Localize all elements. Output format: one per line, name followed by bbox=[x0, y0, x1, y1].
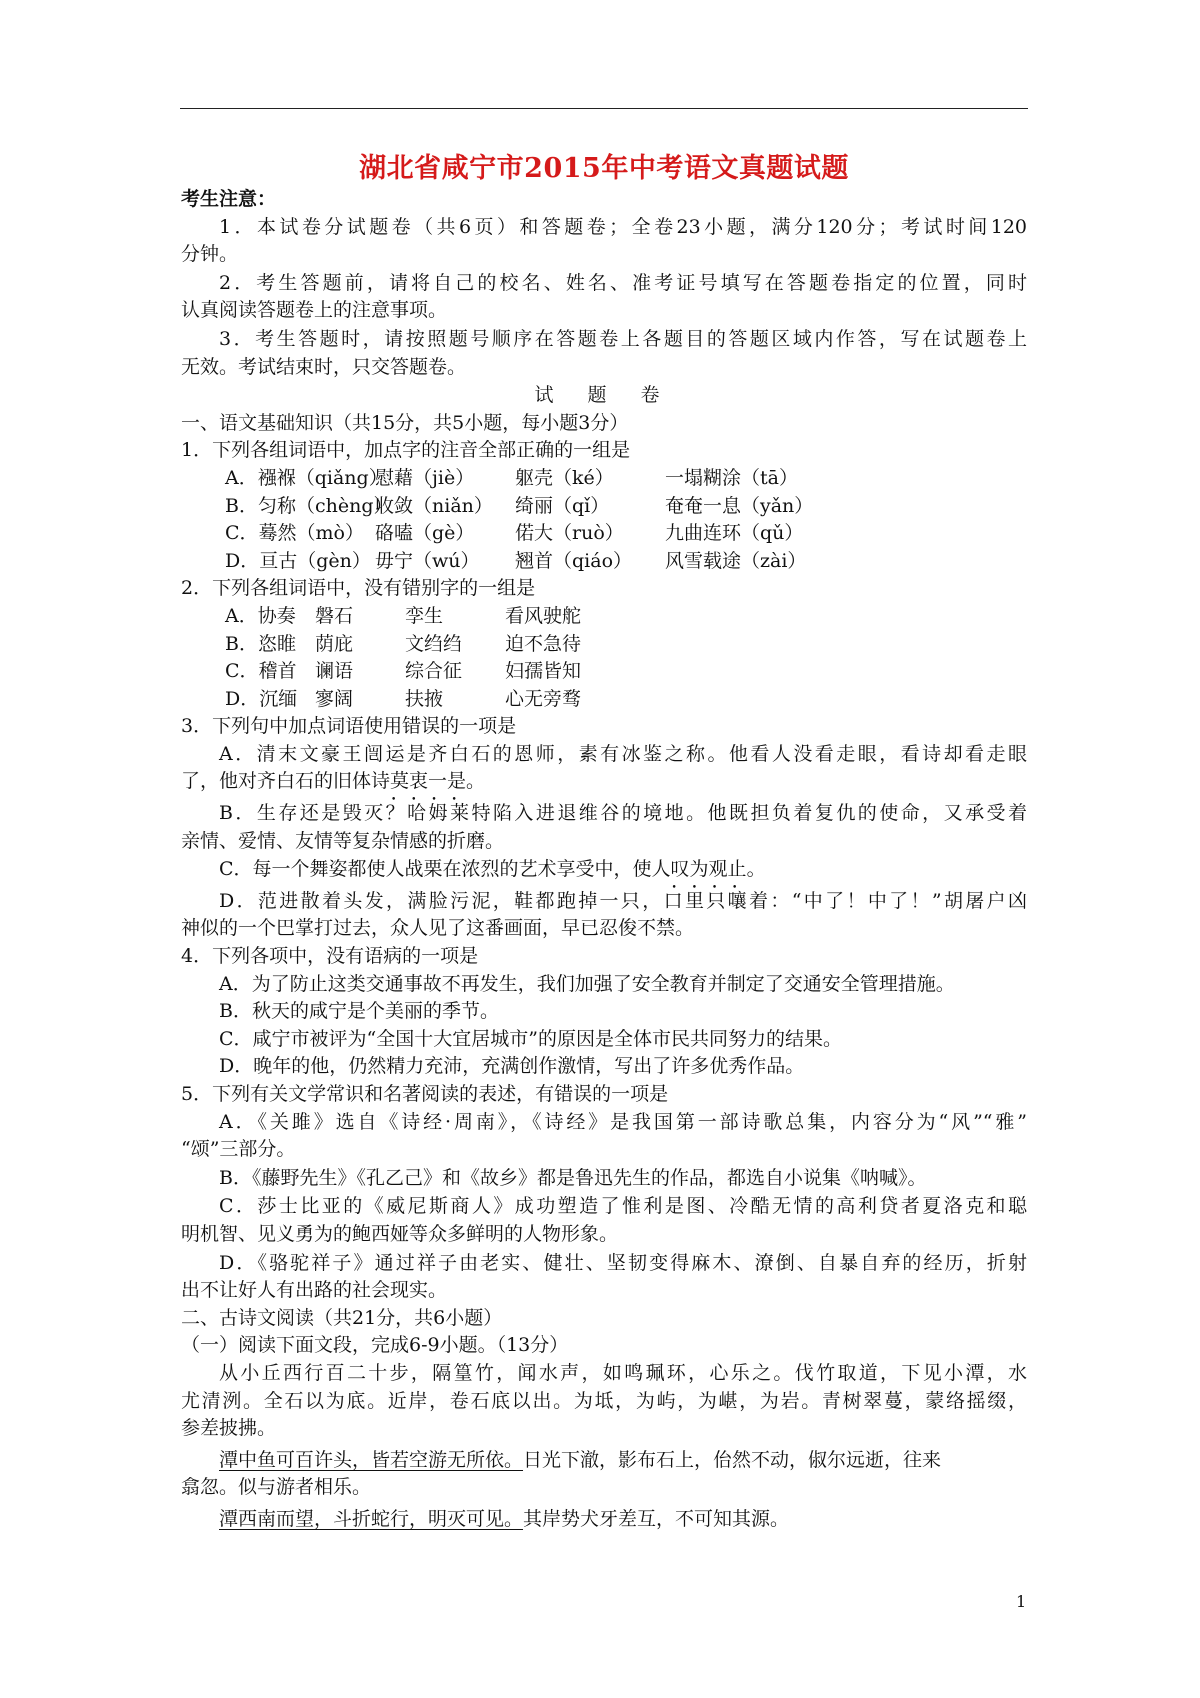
q5-option-a-line2: “颂”三部分。 bbox=[181, 1138, 296, 1161]
page-title: 湖北省咸宁市2015年中考语文真题试题 bbox=[359, 153, 849, 184]
q1-b-2: 收敛（niǎn） bbox=[375, 494, 493, 517]
passage-p3-rest: 其岸势犬牙差互，不可知其源。 bbox=[523, 1507, 790, 1530]
q1-a-3: 躯壳（ké） bbox=[515, 466, 614, 489]
q2-d-4: 心无旁骛 bbox=[505, 687, 582, 710]
q2-d-1: D．沉缅 bbox=[225, 687, 298, 710]
q2-b-4: 迫不急待 bbox=[505, 632, 582, 655]
q2-a-1: A．协奏 bbox=[225, 604, 296, 627]
passage-p1-line3: 参差披拂。 bbox=[181, 1417, 277, 1440]
header-rule bbox=[180, 108, 1028, 109]
q2-a-3: 孪生 bbox=[405, 604, 444, 627]
notice-item-1-line2: 分钟。 bbox=[181, 243, 239, 266]
passage-p1-line1: 从小丘西行百二十步，隔篁竹，闻水声，如鸣珮环，心乐之。伐竹取道，下见小潭，水 bbox=[219, 1361, 1027, 1384]
q5-option-b: B．《藤野先生》《孔乙己》和《故乡》都是鲁迅先生的作品，都选自小说集《呐喊》。 bbox=[219, 1166, 927, 1189]
q3-option-b-line2: 亲情、爱情、友情等复杂情感的折磨。 bbox=[181, 829, 505, 852]
q1-d-2: 毋宁（wú） bbox=[375, 549, 480, 572]
q4-option-d: D．晚年的他，仍然精力充沛，充满创作激情，写出了许多优秀作品。 bbox=[219, 1055, 805, 1078]
q3-option-d-line1: D．范进散着头发，满脸污泥，鞋都跑掉一只，口里只嚷着：“中了！中了！”胡屠户凶 bbox=[219, 889, 1027, 912]
section2-sub1: （一）阅读下面文段，完成6-9小题。（13分） bbox=[181, 1334, 569, 1357]
q1-b-1: B．匀称（chèng） bbox=[225, 494, 393, 517]
section2-heading: 二、古诗文阅读（共21分，共6小题） bbox=[181, 1306, 503, 1329]
q5-stem: 5．下列有关文学常识和名著阅读的表述，有错误的一项是 bbox=[181, 1083, 669, 1105]
page-number: 1 bbox=[1016, 1592, 1027, 1611]
q1-c-3: 偌大（ruò） bbox=[515, 522, 624, 545]
q3-c-dotted-term: 叹为观止 • • • • bbox=[671, 858, 747, 880]
q3-option-a-line2 bbox=[181, 768, 1027, 796]
q5-option-c-line2: 明机智、见义勇为的鲍西娅等众多鲜明的人物形象。 bbox=[181, 1222, 619, 1245]
q5-option-d-line1: D．《骆驼祥子》通过祥子由老实、健壮、坚韧变得麻木、潦倒、自暴自弃的经历，折射 bbox=[219, 1251, 1027, 1274]
q5-option-d-line2: 出不让好人有出路的社会现实。 bbox=[181, 1279, 448, 1302]
section1-heading: 一、语文基础知识（共15分，共5小题，每小题3分） bbox=[181, 411, 629, 434]
q1-b-3: 绮丽（qǐ） bbox=[515, 494, 610, 517]
q3-a-end: 。 bbox=[466, 770, 486, 793]
q3-a-dotted-term: 莫衷一是 • • • • bbox=[390, 770, 466, 792]
q2-d-3: 扶掖 bbox=[405, 687, 444, 710]
q1-stem: 1．下列各组词语中，加点字的注音全部正确的一组是 bbox=[181, 439, 631, 462]
passage-p3 bbox=[181, 1506, 1027, 1534]
q3-a-text: 了，他对齐白石的旧体诗 bbox=[181, 770, 391, 793]
passage-p1-line2: 尤清洌。全石以为底。近岸，卷石底以出。为坻，为屿，为嵁，为岩。青树翠蔓，蒙络摇缀， bbox=[181, 1389, 1027, 1412]
q1-a-1: A．襁褓（qiǎng） bbox=[225, 466, 388, 489]
q1-c-4: 九曲连环（qǔ） bbox=[665, 522, 804, 545]
q2-a-2: 磐石 bbox=[315, 604, 354, 627]
q2-c-2: 谰语 bbox=[315, 660, 354, 683]
q1-d-1: D．亘古（gèn） bbox=[225, 549, 371, 572]
q1-option-d bbox=[181, 548, 1027, 576]
q1-a-4: 一塌糊涂（tā） bbox=[665, 466, 798, 489]
q2-option-a bbox=[181, 603, 1027, 631]
passage-p2-rest: 日光下澈，影布石上，佁然不动，俶尔远逝，往来 bbox=[523, 1448, 942, 1471]
q5-option-a-line1: A．《关雎》选自《诗经·周南》，《诗经》是我国第一部诗歌总集，内容分为“风”“雅” bbox=[219, 1110, 1027, 1133]
q5-option-c-line1: C．莎士比亚的《威尼斯商人》成功塑造了惟利是图、冷酷无情的高利贷者夏洛克和聪 bbox=[219, 1195, 1027, 1218]
exam-content bbox=[181, 186, 1027, 1534]
q3-stem: 3．下列句中加点词语使用错误的一项是 bbox=[181, 715, 517, 738]
q1-option-b bbox=[181, 493, 1027, 521]
q2-option-d bbox=[181, 686, 1027, 714]
q2-d-2: 寥阔 bbox=[315, 687, 354, 710]
q3-c-text: C．每一个舞姿都使人战栗在浓烈的艺术享受中，使人 bbox=[219, 858, 671, 881]
q1-option-a bbox=[181, 465, 1027, 493]
q2-option-b bbox=[181, 631, 1027, 659]
paper-label: 试 题 卷 bbox=[534, 384, 674, 407]
q4-stem: 4．下列各项中，没有语病的一项是 bbox=[181, 945, 479, 968]
notice-item-3-line2: 无效。考试结束时，只交答题卷。 bbox=[181, 355, 467, 378]
q4-option-b: B．秋天的咸宁是个美丽的季节。 bbox=[219, 1000, 499, 1023]
q3-c-end: 。 bbox=[746, 858, 766, 881]
passage-p3-underlined: 潭西南而望，斗折蛇行，明灭可见。 bbox=[219, 1507, 524, 1530]
q1-c-2: 硌嗑（gè） bbox=[375, 522, 475, 545]
q1-option-c bbox=[181, 520, 1027, 548]
q2-b-1: B．恣睢 bbox=[225, 632, 296, 655]
passage-p2-line2: 翕忽。似与游者相乐。 bbox=[181, 1476, 372, 1499]
notice-item-1-line1: 1．本试卷分试题卷（共6页）和答题卷；全卷23小题，满分120分；考试时间120 bbox=[219, 215, 1027, 238]
notice-item-2-line2: 认真阅读答题卷上的注意事项。 bbox=[181, 299, 448, 322]
q1-d-3: 翘首（qiáo） bbox=[515, 549, 633, 572]
q1-d-4: 风雪载途（zài） bbox=[665, 549, 807, 572]
q1-b-4: 奄奄一息（yǎn） bbox=[665, 494, 814, 517]
q2-b-2: 荫庇 bbox=[315, 632, 354, 655]
q1-c-1: C．蓦然（mò） bbox=[225, 522, 364, 545]
q2-c-4: 妇孺皆知 bbox=[505, 660, 582, 683]
q2-c-3: 综合征 bbox=[405, 660, 463, 683]
passage-p2-line1 bbox=[181, 1447, 1027, 1475]
passage-p2-underlined: 潭中鱼可百许头，皆若空游无所依。 bbox=[219, 1448, 524, 1471]
q2-b-3: 文绉绉 bbox=[405, 632, 463, 655]
q4-option-a: A．为了防止这类交通事故不再发生，我们加强了安全教育并制定了交通安全管理措施。 bbox=[219, 972, 955, 995]
q4-option-c: C．咸宁市被评为“全国十大宜居城市”的原因是全体市民共同努力的结果。 bbox=[219, 1027, 842, 1050]
q3-option-a-line1: A．清末文豪王闿运是齐白石的恩师，素有冰鉴之称。他看人没看走眼，看诗却看走眼 bbox=[219, 742, 1027, 765]
q3-option-d-line2: 神似的一个巴掌打过去，众人见了这番画面，早已忍俊不禁。 bbox=[181, 917, 695, 940]
notice-item-3-line1: 3．考生答题时，请按照题号顺序在答题卷上各题目的答题区域内作答，写在试题卷上 bbox=[219, 327, 1027, 350]
q2-option-c bbox=[181, 658, 1027, 686]
q2-stem: 2．下列各组词语中，没有错别字的一组是 bbox=[181, 577, 536, 600]
q3-option-b-line1: B．生存还是毁灭？哈姆莱特陷入进退维谷的境地。他既担负着复仇的使命，又承受着 bbox=[219, 802, 1027, 825]
q2-a-4: 看风驶舵 bbox=[505, 604, 582, 627]
notice-item-2-line1: 2．考生答题前，请将自己的校名、姓名、准考证号填写在答题卷指定的位置，同时 bbox=[219, 271, 1027, 294]
notice-heading: 考生注意： bbox=[181, 188, 277, 210]
q2-c-1: C．稽首 bbox=[225, 660, 297, 683]
q3-option-c bbox=[181, 856, 1027, 884]
q1-a-2: 慰藉（jiè） bbox=[375, 466, 475, 489]
